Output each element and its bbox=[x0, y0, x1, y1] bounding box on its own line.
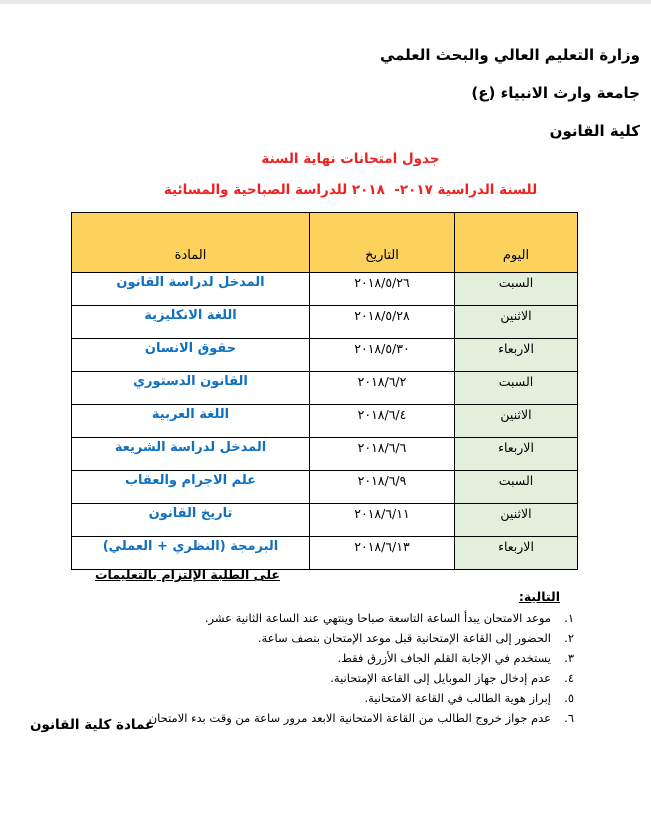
day-cell: الاربعاء bbox=[455, 438, 578, 471]
table-row bbox=[72, 405, 578, 438]
subject-cell: القانون الدستوري bbox=[72, 372, 310, 405]
instruction-number: ٤. bbox=[564, 671, 574, 685]
instruction-number: ٥. bbox=[564, 691, 574, 705]
day-cell: الاثنين bbox=[455, 405, 578, 438]
table-row bbox=[72, 339, 578, 372]
column-header-date: التاريخ bbox=[310, 213, 455, 273]
date-cell: ٢٠١٨/٦/٢ bbox=[310, 372, 455, 405]
date-cell: ٢٠١٨/٥/٢٦ bbox=[310, 273, 455, 306]
instruction-number: ٦. bbox=[564, 711, 574, 725]
instruction-text: عدم جواز خروج الطالب من القاعة الامتحانية الابعد مرور ساعة من وقت بدء الامتحان bbox=[148, 711, 551, 725]
subject-cell: اللغة الانكليزية bbox=[72, 306, 310, 339]
instruction-text: يستخدم في الإجابة القلم الجاف الأزرق فقط. bbox=[337, 651, 551, 665]
date-cell: ٢٠١٨/٦/٩ bbox=[310, 471, 455, 504]
college-line: كلية القانون bbox=[549, 122, 640, 140]
column-header-day: اليوم bbox=[455, 213, 578, 273]
letterhead bbox=[380, 44, 640, 158]
day-cell: السبت bbox=[455, 372, 578, 405]
day-cell: الاثنين bbox=[455, 504, 578, 537]
date-cell: ٢٠١٨/٦/١١ bbox=[310, 504, 455, 537]
instruction-number: ٢. bbox=[564, 631, 574, 645]
instructions-lead: على الطلبة الإلتزام بالتعليمات bbox=[95, 567, 280, 582]
day-cell: السبت bbox=[455, 471, 578, 504]
title-line-1: جدول امتحانات نهاية السنة bbox=[261, 151, 440, 167]
ministry-line: وزارة التعليم العالي والبحث العلمي bbox=[379, 46, 640, 64]
date-cell: ٢٠١٨/٦/٤ bbox=[310, 405, 455, 438]
university-line: جامعة وارث الانبياء (ع) bbox=[471, 84, 640, 102]
table-row bbox=[72, 438, 578, 471]
subject-cell: المدخل لدراسة القانون bbox=[72, 273, 310, 306]
day-cell: الاربعاء bbox=[455, 339, 578, 372]
instruction-number: ٣. bbox=[564, 651, 574, 665]
instructions-lead-tail: التالية: bbox=[518, 589, 560, 604]
day-cell: الاربعاء bbox=[455, 537, 578, 570]
instruction-item bbox=[44, 608, 574, 628]
date-cell: ٢٠١٨/٥/٢٨ bbox=[310, 306, 455, 339]
document-title bbox=[50, 149, 651, 211]
subject-cell: المدخل لدراسة الشريعة bbox=[72, 438, 310, 471]
subject-cell: تاريخ القانون bbox=[72, 504, 310, 537]
signature: عمادة كلية القانون bbox=[30, 717, 155, 733]
date-cell: ٢٠١٨/٦/١٣ bbox=[310, 537, 455, 570]
exam-schedule-table bbox=[71, 212, 578, 570]
instruction-item bbox=[44, 668, 574, 688]
instruction-item bbox=[44, 628, 574, 648]
instructions-list bbox=[44, 608, 574, 728]
column-header-subject: المادة bbox=[72, 213, 310, 273]
instruction-number: ١. bbox=[564, 611, 574, 625]
table-header-row bbox=[72, 213, 578, 273]
table-row bbox=[72, 372, 578, 405]
subject-cell: حقوق الانسان bbox=[72, 339, 310, 372]
table-row bbox=[72, 273, 578, 306]
instruction-text: الحضور إلى القاعة الإمتحانية قبل موعد الإمتحان بنصف ساعة. bbox=[257, 631, 551, 645]
instruction-item bbox=[44, 688, 574, 708]
table-row bbox=[72, 471, 578, 504]
page-top-edge bbox=[0, 0, 651, 4]
day-cell: الاثنين bbox=[455, 306, 578, 339]
table-row bbox=[72, 504, 578, 537]
instruction-text: موعد الامتحان يبدأ الساعة التاسعة صباحا وينتهي عند الساعة الثانية عشر. bbox=[204, 611, 551, 625]
subject-cell: اللغة العربية bbox=[72, 405, 310, 438]
title-line-2: للسنة الدراسية ٢٠١٧- ٢٠١٨ للدراسة الصباحية والمسائية bbox=[163, 182, 538, 198]
table-row bbox=[72, 306, 578, 339]
table-row bbox=[72, 537, 578, 570]
subject-cell: البرمجة (النظري + العملي) bbox=[72, 537, 310, 570]
instruction-item bbox=[44, 648, 574, 668]
date-cell: ٢٠١٨/٥/٣٠ bbox=[310, 339, 455, 372]
instruction-text: عدم إدخال جهاز الموبايل إلى القاعة الإمتحانية. bbox=[330, 671, 551, 685]
day-cell: السبت bbox=[455, 273, 578, 306]
date-cell: ٢٠١٨/٦/٦ bbox=[310, 438, 455, 471]
instruction-text: إبراز هوية الطالب في القاعة الامتحانية. bbox=[364, 691, 551, 705]
subject-cell: علم الاجرام والعقاب bbox=[72, 471, 310, 504]
